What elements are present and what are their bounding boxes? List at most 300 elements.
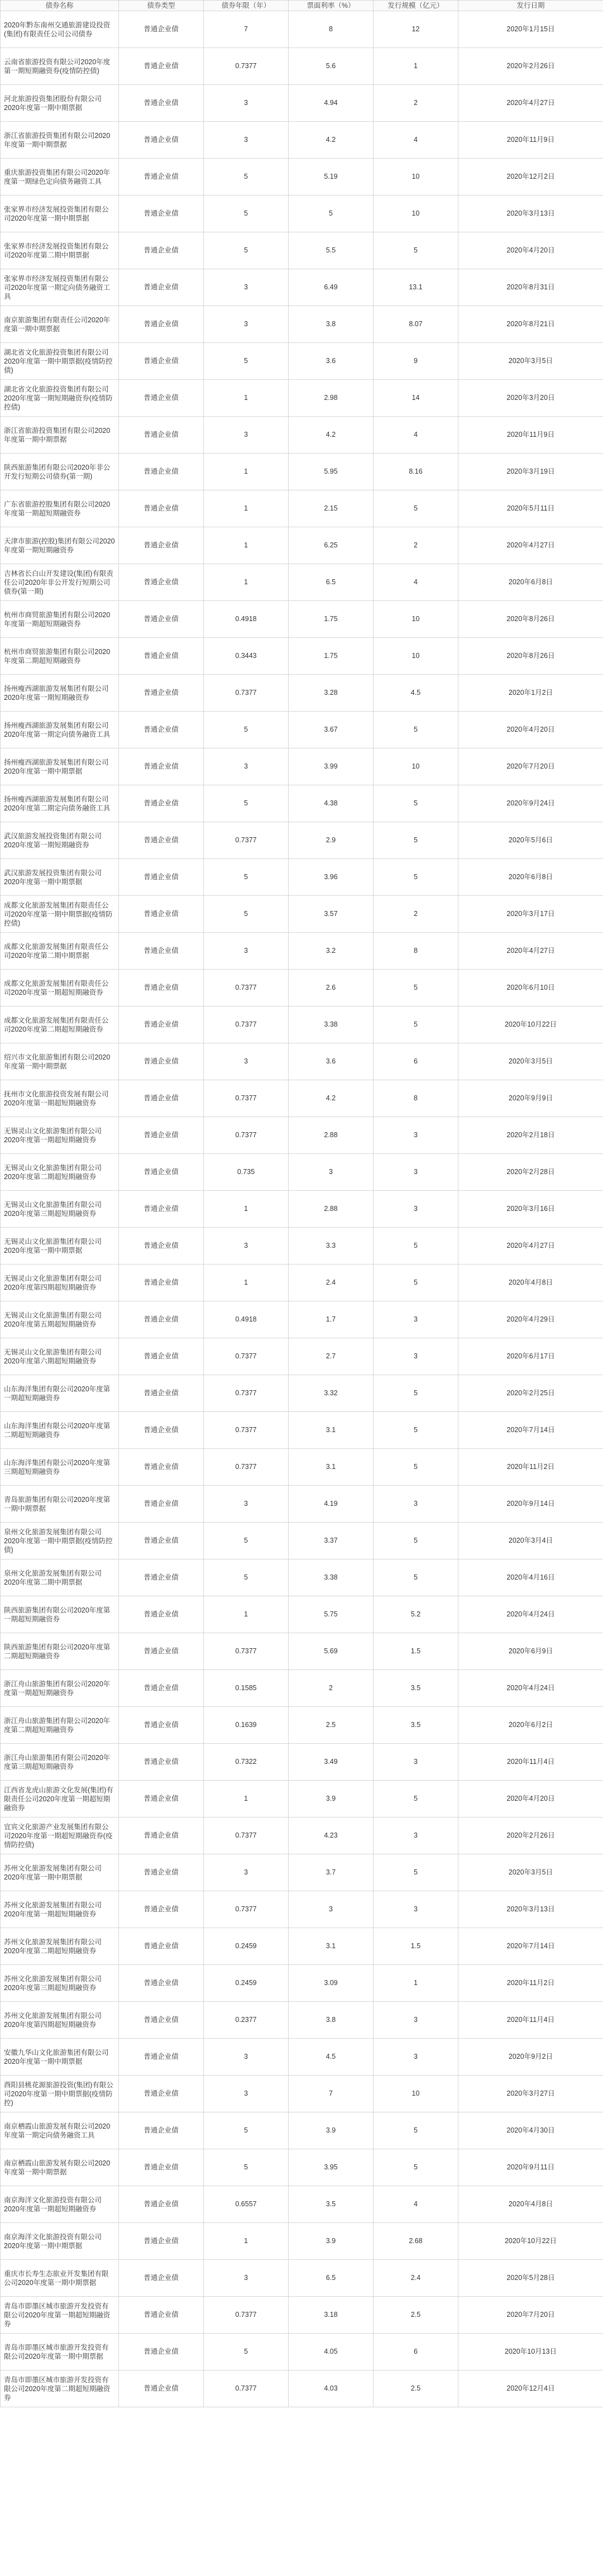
cell-coupon-rate: 3.9 xyxy=(289,2223,374,2260)
cell-term-years: 0.3443 xyxy=(204,638,289,675)
cell-issue-size: 1.5 xyxy=(374,1633,458,1670)
cell-coupon-rate: 3.38 xyxy=(289,1559,374,1596)
cell-issue-date: 2020年9月2日 xyxy=(458,2039,603,2076)
table-row xyxy=(1,1523,603,1559)
table-row xyxy=(1,896,603,933)
table-row xyxy=(1,1817,603,1854)
cell-term-years: 3 xyxy=(204,1486,289,1523)
table-row xyxy=(1,2149,603,2186)
header-term-years: 债券年限（年） xyxy=(204,1,289,11)
cell-bond-name: 云南省旅游投资有限公司2020年度第一期短期融资券(疫情防控债) xyxy=(1,48,119,85)
cell-term-years: 3 xyxy=(204,1043,289,1080)
cell-term-years: 0.7377 xyxy=(204,1449,289,1486)
cell-bond-type: 普通企业债 xyxy=(119,122,204,159)
table-row xyxy=(1,1891,603,1928)
cell-term-years: 3 xyxy=(204,85,289,122)
cell-bond-type: 普通企业债 xyxy=(119,1412,204,1449)
cell-issue-date: 2020年4月29日 xyxy=(458,1301,603,1338)
cell-bond-type: 普通企业债 xyxy=(119,2370,204,2407)
cell-bond-name: 陕西旅游集团有限公司2020年非公开发行短期公司债券(第一期) xyxy=(1,454,119,490)
table-row xyxy=(1,564,603,601)
cell-issue-date: 2020年4月20日 xyxy=(458,712,603,748)
table-row xyxy=(1,2260,603,2297)
cell-term-years: 1 xyxy=(204,527,289,564)
table-row xyxy=(1,712,603,748)
cell-issue-size: 2 xyxy=(374,85,458,122)
cell-issue-date: 2020年5月28日 xyxy=(458,2260,603,2297)
cell-bond-type: 普通企业债 xyxy=(119,2223,204,2260)
cell-bond-name: 杭州市商贸旅游集团有限公司2020年度第二期超短期融资券 xyxy=(1,638,119,675)
cell-bond-name: 重庆市长寿生态旅业开发集团有限公司2020年度第一期中期票据 xyxy=(1,2260,119,2297)
cell-issue-size: 3 xyxy=(374,1154,458,1191)
cell-issue-date: 2020年10月22日 xyxy=(458,1006,603,1043)
cell-issue-size: 2.68 xyxy=(374,2223,458,2260)
cell-coupon-rate: 7 xyxy=(289,2076,374,2112)
cell-issue-size: 8 xyxy=(374,1080,458,1117)
cell-coupon-rate: 5.95 xyxy=(289,454,374,490)
cell-coupon-rate: 3.99 xyxy=(289,748,374,785)
cell-bond-type: 普通企业债 xyxy=(119,675,204,712)
table-row xyxy=(1,2076,603,2112)
cell-issue-size: 3 xyxy=(374,1117,458,1154)
cell-issue-date: 2020年6月2日 xyxy=(458,1707,603,1744)
cell-issue-date: 2020年11月2日 xyxy=(458,1965,603,2002)
cell-coupon-rate: 4.38 xyxy=(289,785,374,822)
table-row xyxy=(1,2002,603,2039)
cell-bond-name: 河北旅游投资集团股份有限公司2020年度第一期中期票据 xyxy=(1,85,119,122)
cell-bond-type: 普通企业债 xyxy=(119,2039,204,2076)
cell-issue-date: 2020年11月4日 xyxy=(458,1744,603,1781)
cell-bond-name: 2020年黔东南州交通旅游建设投资(集团)有限责任公司公司债券 xyxy=(1,11,119,48)
cell-coupon-rate: 2.6 xyxy=(289,970,374,1006)
cell-bond-type: 普通企业债 xyxy=(119,195,204,232)
cell-issue-date: 2020年6月9日 xyxy=(458,1633,603,1670)
cell-term-years: 5 xyxy=(204,859,289,896)
table-row xyxy=(1,122,603,159)
table-row xyxy=(1,2223,603,2260)
cell-bond-name: 天津市旅游(控股)集团有限公司2020年度第一期短期融资券 xyxy=(1,527,119,564)
cell-term-years: 0.6557 xyxy=(204,2186,289,2223)
table-row xyxy=(1,232,603,269)
table-row xyxy=(1,1596,603,1633)
cell-coupon-rate: 4.5 xyxy=(289,2039,374,2076)
cell-coupon-rate: 6.49 xyxy=(289,269,374,306)
cell-bond-name: 青岛市即墨区城市旅游开发投资有限公司2020年度第二期超短期融资券 xyxy=(1,2370,119,2407)
cell-bond-name: 无锡灵山文化旅游集团有限公司2020年度第四期超短期融资券 xyxy=(1,1265,119,1301)
table-row xyxy=(1,527,603,564)
header-issue-size: 发行规模（亿元） xyxy=(374,1,458,11)
cell-term-years: 0.7377 xyxy=(204,1117,289,1154)
cell-bond-name: 南京栖霞山旅游发展有限公司2020年度第一期中期票据 xyxy=(1,2149,119,2186)
cell-issue-size: 4 xyxy=(374,417,458,454)
cell-issue-date: 2020年3月16日 xyxy=(458,1191,603,1228)
cell-bond-type: 普通企业债 xyxy=(119,564,204,601)
cell-bond-name: 成都文化旅游发展集团有限责任公司2020年度第一期中期票据(疫情防控债) xyxy=(1,896,119,933)
table-header-row xyxy=(1,1,603,11)
cell-issue-size: 5 xyxy=(374,1854,458,1891)
cell-coupon-rate: 1.75 xyxy=(289,601,374,638)
table-row xyxy=(1,2039,603,2076)
cell-coupon-rate: 2.9 xyxy=(289,822,374,859)
cell-issue-date: 2020年6月8日 xyxy=(458,564,603,601)
cell-issue-size: 2.5 xyxy=(374,2297,458,2334)
table-row xyxy=(1,159,603,195)
table-row xyxy=(1,1928,603,1965)
cell-coupon-rate: 3.37 xyxy=(289,1523,374,1559)
cell-issue-date: 2020年9月14日 xyxy=(458,1486,603,1523)
cell-bond-name: 泉州文化旅游发展集团有限公司2020年度第二期中期票据 xyxy=(1,1559,119,1596)
cell-bond-name: 陕西旅游集团有限公司2020年度第二期超短期融资券 xyxy=(1,1633,119,1670)
cell-coupon-rate: 5.6 xyxy=(289,48,374,85)
cell-issue-date: 2020年6月10日 xyxy=(458,970,603,1006)
cell-term-years: 3 xyxy=(204,122,289,159)
header-coupon-rate: 票面利率（%） xyxy=(289,1,374,11)
table-row xyxy=(1,306,603,343)
cell-bond-name: 广东省旅游控股集团有限公司2020年度第一期超短期融资券 xyxy=(1,490,119,527)
cell-bond-type: 普通企业债 xyxy=(119,1744,204,1781)
cell-issue-size: 3 xyxy=(374,1301,458,1338)
cell-bond-type: 普通企业债 xyxy=(119,1670,204,1707)
cell-term-years: 1 xyxy=(204,490,289,527)
cell-issue-size: 12 xyxy=(374,11,458,48)
cell-issue-date: 2020年3月17日 xyxy=(458,896,603,933)
table-row xyxy=(1,675,603,712)
cell-bond-name: 抚州市文化旅游投资发展有限公司2020年度第一期超短期融资券 xyxy=(1,1080,119,1117)
cell-term-years: 5 xyxy=(204,1523,289,1559)
cell-bond-type: 普通企业债 xyxy=(119,1817,204,1854)
cell-issue-size: 8 xyxy=(374,933,458,970)
cell-term-years: 0.7377 xyxy=(204,1817,289,1854)
cell-issue-date: 2020年4月27日 xyxy=(458,85,603,122)
table-row xyxy=(1,269,603,306)
cell-bond-name: 吉林省长白山开发建设(集团)有限责任公司2020年非公开发行短期公司债券(第一期) xyxy=(1,564,119,601)
table-row xyxy=(1,1301,603,1338)
cell-bond-name: 青岛市即墨区城市旅游开发投资有限公司2020年度第一期中期票据 xyxy=(1,2334,119,2370)
table-row xyxy=(1,1486,603,1523)
cell-bond-name: 扬州瘦西湖旅游发展集团有限公司2020年度第二期定向债务融资工具 xyxy=(1,785,119,822)
table-row xyxy=(1,195,603,232)
cell-issue-size: 5 xyxy=(374,1375,458,1412)
cell-coupon-rate: 3.18 xyxy=(289,2297,374,2334)
cell-issue-size: 5 xyxy=(374,1006,458,1043)
cell-bond-name: 无锡灵山文化旅游集团有限公司2020年度第一期中期票据 xyxy=(1,1228,119,1265)
cell-issue-date: 2020年1月15日 xyxy=(458,11,603,48)
cell-issue-size: 10 xyxy=(374,2076,458,2112)
table-row xyxy=(1,454,603,490)
table-row xyxy=(1,48,603,85)
cell-term-years: 5 xyxy=(204,195,289,232)
cell-issue-date: 2020年3月4日 xyxy=(458,1523,603,1559)
cell-term-years: 0.7377 xyxy=(204,822,289,859)
header-bond-name: 债券名称 xyxy=(1,1,119,11)
cell-coupon-rate: 2.5 xyxy=(289,1707,374,1744)
cell-issue-size: 2 xyxy=(374,896,458,933)
cell-issue-size: 4 xyxy=(374,122,458,159)
cell-issue-date: 2020年1月2日 xyxy=(458,675,603,712)
cell-term-years: 0.2377 xyxy=(204,2002,289,2039)
cell-coupon-rate: 6.25 xyxy=(289,527,374,564)
cell-term-years: 0.1639 xyxy=(204,1707,289,1744)
cell-issue-date: 2020年9月9日 xyxy=(458,1080,603,1117)
cell-term-years: 3 xyxy=(204,1854,289,1891)
cell-coupon-rate: 4.2 xyxy=(289,1080,374,1117)
cell-issue-size: 8.16 xyxy=(374,454,458,490)
cell-coupon-rate: 2.15 xyxy=(289,490,374,527)
cell-coupon-rate: 3.67 xyxy=(289,712,374,748)
table-row xyxy=(1,1559,603,1596)
cell-bond-name: 山东海洋集团有限公司2020年度第一期超短期融资券 xyxy=(1,1375,119,1412)
cell-term-years: 0.7377 xyxy=(204,1412,289,1449)
cell-bond-name: 浙江省旅游投资集团有限公司2020年度第一期中期票据 xyxy=(1,122,119,159)
cell-issue-size: 3 xyxy=(374,1891,458,1928)
cell-issue-date: 2020年7月14日 xyxy=(458,1928,603,1965)
cell-coupon-rate: 5 xyxy=(289,195,374,232)
cell-bond-type: 普通企业债 xyxy=(119,1559,204,1596)
cell-bond-name: 绍兴市文化旅游集团有限公司2020年度第一期中期票据 xyxy=(1,1043,119,1080)
cell-term-years: 1 xyxy=(204,2223,289,2260)
cell-issue-size: 3 xyxy=(374,1191,458,1228)
cell-bond-name: 成都文化旅游发展集团有限责任公司2020年度第二期中期票据 xyxy=(1,933,119,970)
cell-coupon-rate: 4.05 xyxy=(289,2334,374,2370)
cell-issue-size: 2.5 xyxy=(374,2370,458,2407)
cell-issue-date: 2020年7月14日 xyxy=(458,1412,603,1449)
cell-term-years: 1 xyxy=(204,1265,289,1301)
cell-coupon-rate: 3.1 xyxy=(289,1928,374,1965)
cell-coupon-rate: 3.1 xyxy=(289,1449,374,1486)
cell-bond-type: 普通企业债 xyxy=(119,1338,204,1375)
cell-bond-type: 普通企业债 xyxy=(119,2076,204,2112)
cell-bond-name: 扬州瘦西湖旅游发展集团有限公司2020年度第一期定向债务融资工具 xyxy=(1,712,119,748)
cell-bond-type: 普通企业债 xyxy=(119,269,204,306)
cell-issue-size: 4.5 xyxy=(374,675,458,712)
cell-bond-type: 普通企业债 xyxy=(119,1707,204,1744)
cell-issue-date: 2020年3月13日 xyxy=(458,1891,603,1928)
cell-issue-size: 2 xyxy=(374,527,458,564)
cell-issue-size: 5 xyxy=(374,1228,458,1265)
table-row xyxy=(1,490,603,527)
cell-bond-type: 普通企业债 xyxy=(119,2149,204,2186)
cell-bond-name: 山东海洋集团有限公司2020年度第二期超短期融资券 xyxy=(1,1412,119,1449)
cell-term-years: 0.4918 xyxy=(204,601,289,638)
cell-bond-type: 普通企业债 xyxy=(119,1449,204,1486)
cell-term-years: 5 xyxy=(204,1559,289,1596)
cell-bond-type: 普通企业债 xyxy=(119,1080,204,1117)
cell-bond-type: 普通企业债 xyxy=(119,1375,204,1412)
cell-bond-type: 普通企业债 xyxy=(119,343,204,380)
cell-issue-size: 10 xyxy=(374,748,458,785)
cell-bond-name: 湖北省文化旅游投资集团有限公司2020年度第一期中期票据(疫情防控债) xyxy=(1,343,119,380)
cell-issue-date: 2020年4月30日 xyxy=(458,2112,603,2149)
cell-bond-name: 酉阳县桃花源旅游投资(集团)有限公司2020年度第一期中期票据(疫情防控) xyxy=(1,2076,119,2112)
cell-coupon-rate: 3.8 xyxy=(289,306,374,343)
cell-coupon-rate: 3.9 xyxy=(289,1781,374,1817)
cell-issue-date: 2020年3月5日 xyxy=(458,343,603,380)
cell-bond-name: 苏州文化旅游发展集团有限公司2020年度第四期超短期融资券 xyxy=(1,2002,119,2039)
cell-issue-size: 5.2 xyxy=(374,1596,458,1633)
cell-coupon-rate: 3.5 xyxy=(289,2186,374,2223)
header-bond-type: 债券类型 xyxy=(119,1,204,11)
cell-issue-size: 3.5 xyxy=(374,1707,458,1744)
table-row xyxy=(1,85,603,122)
table-row xyxy=(1,638,603,675)
cell-bond-name: 安徽九华山文化旅游集团有限公司2020年度第一期中期票据 xyxy=(1,2039,119,2076)
cell-bond-name: 杭州市商贸旅游集团有限公司2020年度第一期超短期融资券 xyxy=(1,601,119,638)
cell-issue-date: 2020年4月8日 xyxy=(458,2186,603,2223)
cell-issue-date: 2020年4月27日 xyxy=(458,933,603,970)
cell-issue-size: 5 xyxy=(374,1523,458,1559)
cell-issue-size: 5 xyxy=(374,490,458,527)
cell-issue-size: 1.5 xyxy=(374,1928,458,1965)
cell-bond-type: 普通企业债 xyxy=(119,1228,204,1265)
cell-issue-date: 2020年10月13日 xyxy=(458,2334,603,2370)
cell-issue-date: 2020年3月5日 xyxy=(458,1854,603,1891)
cell-coupon-rate: 2.7 xyxy=(289,1338,374,1375)
cell-issue-size: 5 xyxy=(374,785,458,822)
cell-bond-type: 普通企业债 xyxy=(119,1154,204,1191)
cell-issue-date: 2020年9月11日 xyxy=(458,2149,603,2186)
cell-term-years: 0.2459 xyxy=(204,1928,289,1965)
cell-bond-type: 普通企业债 xyxy=(119,785,204,822)
cell-coupon-rate: 1.75 xyxy=(289,638,374,675)
cell-issue-date: 2020年4月27日 xyxy=(458,527,603,564)
cell-bond-name: 无锡灵山文化旅游集团有限公司2020年度第六期超短期融资券 xyxy=(1,1338,119,1375)
cell-bond-name: 武汉旅游发展投资集团有限公司2020年度第一期短期融资券 xyxy=(1,822,119,859)
cell-term-years: 1 xyxy=(204,1191,289,1228)
cell-bond-name: 苏州文化旅游发展集团有限公司2020年度第二期超短期融资券 xyxy=(1,1928,119,1965)
cell-issue-size: 10 xyxy=(374,638,458,675)
cell-coupon-rate: 5.19 xyxy=(289,159,374,195)
cell-bond-type: 普通企业债 xyxy=(119,1781,204,1817)
cell-issue-date: 2020年12月2日 xyxy=(458,159,603,195)
cell-issue-size: 10 xyxy=(374,159,458,195)
cell-coupon-rate: 3.6 xyxy=(289,343,374,380)
cell-term-years: 5 xyxy=(204,2112,289,2149)
cell-issue-size: 5 xyxy=(374,232,458,269)
cell-issue-size: 3 xyxy=(374,2002,458,2039)
cell-bond-name: 湖北省文化旅游投资集团有限公司2020年度第一期短期融资券(疫情防控债) xyxy=(1,380,119,417)
cell-issue-date: 2020年3月27日 xyxy=(458,2076,603,2112)
cell-issue-size: 3 xyxy=(374,1744,458,1781)
cell-issue-date: 2020年3月13日 xyxy=(458,195,603,232)
cell-issue-size: 6 xyxy=(374,2334,458,2370)
table-row xyxy=(1,933,603,970)
cell-coupon-rate: 3.8 xyxy=(289,2002,374,2039)
cell-bond-name: 无锡灵山文化旅游集团有限公司2020年度第五期超短期融资券 xyxy=(1,1301,119,1338)
table-row xyxy=(1,748,603,785)
cell-issue-date: 2020年8月21日 xyxy=(458,306,603,343)
cell-issue-date: 2020年2月18日 xyxy=(458,1117,603,1154)
cell-term-years: 0.7377 xyxy=(204,1375,289,1412)
cell-issue-size: 4 xyxy=(374,564,458,601)
cell-coupon-rate: 3.3 xyxy=(289,1228,374,1265)
cell-issue-size: 3 xyxy=(374,2039,458,2076)
cell-bond-name: 南京海洋文化旅游投资有限公司2020年度第一期中期票据 xyxy=(1,2223,119,2260)
cell-issue-size: 6 xyxy=(374,1043,458,1080)
cell-bond-name: 山东海洋集团有限公司2020年度第三期超短期融资券 xyxy=(1,1449,119,1486)
table-body xyxy=(1,11,603,2407)
cell-issue-date: 2020年4月24日 xyxy=(458,1596,603,1633)
cell-term-years: 0.7377 xyxy=(204,1633,289,1670)
cell-term-years: 0.7377 xyxy=(204,970,289,1006)
table-row xyxy=(1,1744,603,1781)
cell-bond-name: 无锡灵山文化旅游集团有限公司2020年度第三期超短期融资券 xyxy=(1,1191,119,1228)
cell-bond-type: 普通企业债 xyxy=(119,417,204,454)
cell-bond-type: 普通企业债 xyxy=(119,527,204,564)
cell-bond-type: 普通企业债 xyxy=(119,85,204,122)
cell-term-years: 5 xyxy=(204,785,289,822)
cell-term-years: 1 xyxy=(204,1596,289,1633)
cell-bond-name: 江西省龙虎山旅游文化发展(集团)有限责任公司2020年度第一期超短期融资券 xyxy=(1,1781,119,1817)
cell-issue-date: 2020年4月24日 xyxy=(458,1670,603,1707)
table-row xyxy=(1,785,603,822)
cell-bond-name: 青岛旅游集团有限公司2020年度第一期中期票据 xyxy=(1,1486,119,1523)
cell-issue-size: 5 xyxy=(374,1781,458,1817)
cell-bond-type: 普通企业债 xyxy=(119,11,204,48)
cell-issue-size: 4 xyxy=(374,2186,458,2223)
cell-bond-type: 普通企业债 xyxy=(119,1006,204,1043)
cell-issue-date: 2020年7月20日 xyxy=(458,2297,603,2334)
cell-issue-size: 1 xyxy=(374,48,458,85)
cell-bond-name: 重庆旅游投资集团有限公司2020年度第一期绿色定向债务融资工具 xyxy=(1,159,119,195)
cell-coupon-rate: 3.95 xyxy=(289,2149,374,2186)
cell-coupon-rate: 3 xyxy=(289,1154,374,1191)
cell-issue-date: 2020年2月26日 xyxy=(458,1817,603,1854)
cell-bond-type: 普通企业债 xyxy=(119,2260,204,2297)
cell-term-years: 1 xyxy=(204,454,289,490)
cell-coupon-rate: 3.57 xyxy=(289,896,374,933)
cell-issue-size: 5 xyxy=(374,1449,458,1486)
table-row xyxy=(1,1228,603,1265)
cell-issue-date: 2020年9月24日 xyxy=(458,785,603,822)
cell-coupon-rate: 2.88 xyxy=(289,1117,374,1154)
cell-coupon-rate: 3.6 xyxy=(289,1043,374,1080)
cell-term-years: 3 xyxy=(204,306,289,343)
cell-term-years: 7 xyxy=(204,11,289,48)
table-row xyxy=(1,1412,603,1449)
cell-bond-name: 浙江舟山旅游集团有限公司2020年度第一期超短期融资券 xyxy=(1,1670,119,1707)
cell-coupon-rate: 4.94 xyxy=(289,85,374,122)
cell-term-years: 1 xyxy=(204,380,289,417)
cell-coupon-rate: 5.69 xyxy=(289,1633,374,1670)
cell-coupon-rate: 3.38 xyxy=(289,1006,374,1043)
cell-coupon-rate: 4.03 xyxy=(289,2370,374,2407)
cell-issue-date: 2020年4月8日 xyxy=(458,1265,603,1301)
cell-bond-type: 普通企业债 xyxy=(119,306,204,343)
cell-issue-date: 2020年2月26日 xyxy=(458,48,603,85)
cell-bond-type: 普通企业债 xyxy=(119,380,204,417)
cell-issue-date: 2020年10月22日 xyxy=(458,2223,603,2260)
cell-issue-size: 5 xyxy=(374,1265,458,1301)
cell-coupon-rate: 4.23 xyxy=(289,1817,374,1854)
cell-bond-type: 普通企业债 xyxy=(119,1191,204,1228)
cell-term-years: 5 xyxy=(204,896,289,933)
cell-issue-date: 2020年3月5日 xyxy=(458,1043,603,1080)
cell-issue-size: 3.5 xyxy=(374,1670,458,1707)
cell-issue-size: 8.07 xyxy=(374,306,458,343)
cell-bond-name: 苏州文化旅游发展集团有限公司2020年度第一期超短期融资券 xyxy=(1,1891,119,1928)
cell-coupon-rate: 5.5 xyxy=(289,232,374,269)
table-row xyxy=(1,1117,603,1154)
cell-coupon-rate: 5.75 xyxy=(289,1596,374,1633)
cell-bond-type: 普通企业债 xyxy=(119,1854,204,1891)
cell-term-years: 5 xyxy=(204,343,289,380)
table-row xyxy=(1,2297,603,2334)
cell-coupon-rate: 4.2 xyxy=(289,417,374,454)
cell-bond-name: 陕西旅游集团有限公司2020年度第一期超短期融资券 xyxy=(1,1596,119,1633)
cell-bond-name: 扬州瘦西湖旅游发展集团有限公司2020年度第一期中期票据 xyxy=(1,748,119,785)
cell-issue-size: 2.4 xyxy=(374,2260,458,2297)
cell-bond-type: 普通企业债 xyxy=(119,1117,204,1154)
